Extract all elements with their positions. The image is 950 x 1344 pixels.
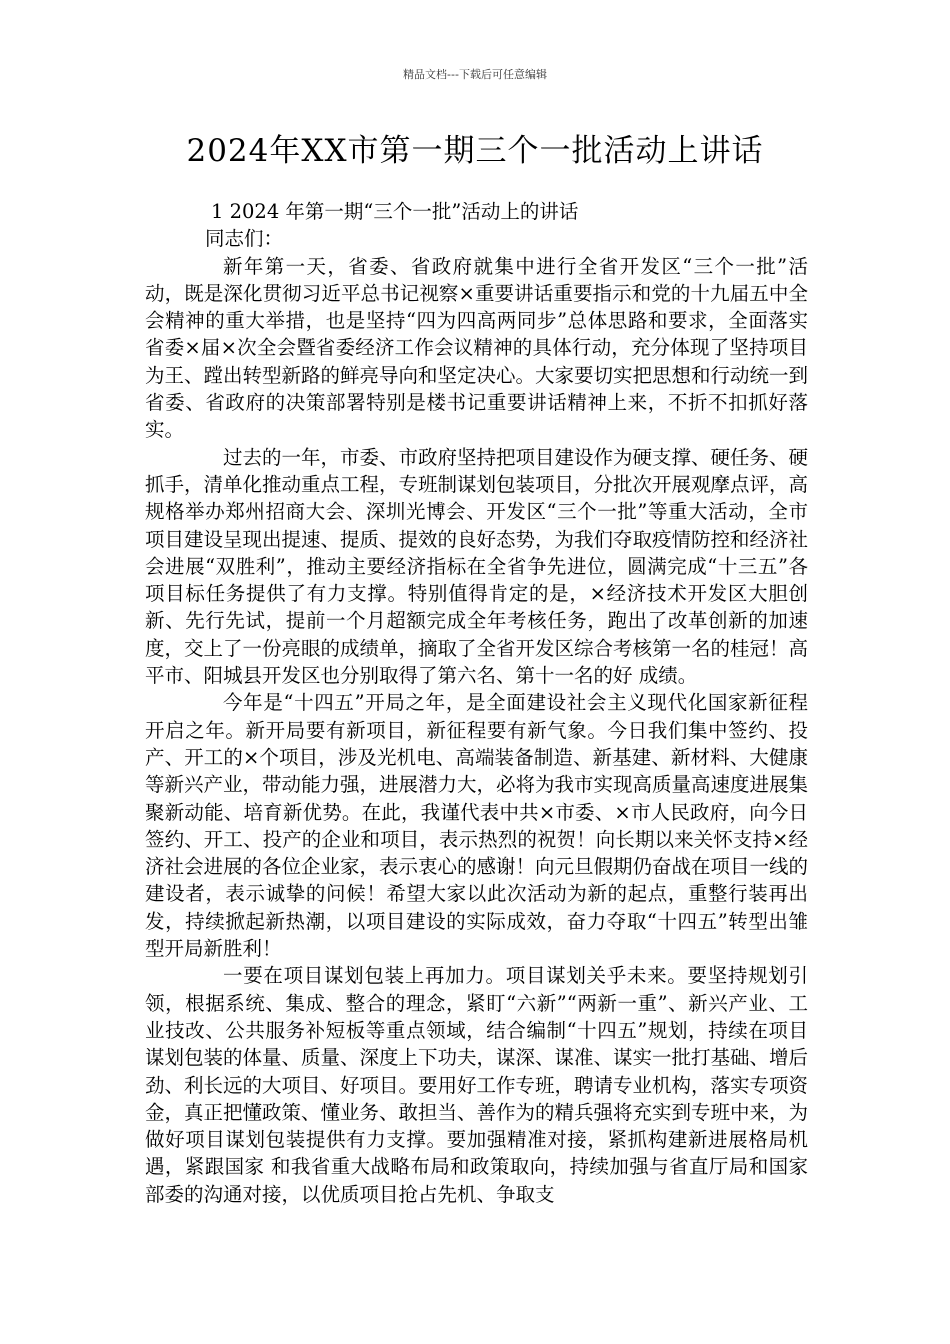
paragraph-this-year: 今年是“十四五”开局之年，是全面建设社会主义现代化国家新征程开启之年。新开局要有新项目，新征程要有新气象。今日我们集中签约、投产、开工的×个项目，涉及光机电、高端装备制造、新基建、新材料、大健康等新兴产业，带动能力强，进展潜力大，必将为我市实现高质量高速度进展集聚新动能、培育新优势。在此，我谨代表中共×市委、×市人民政府，向今日签约、开工、投产的企业和项目，表示热烈的祝贺！向长期以来关怀支持×经济社会进展的各位企业家，表示衷心的感谢！向元旦假期仍奋战在项目一线的建设者，表示诚挚的问候！希望大家以此次活动为新的起点，重整行装再出发，持续掀起新热潮，以项目建设的实际成效，奋力夺取“十四五”转型出雏型开局新胜利！	[145, 691, 809, 961]
document-body	[145, 198, 808, 1208]
salutation: 同志们：	[205, 227, 284, 251]
speech-subtitle: 1 2024 年第一期“三个一批”活动上的讲话	[211, 200, 579, 223]
paragraph-opening: 新年第一天，省委、省政府就集中进行全省开发区“三个一批”活动，既是深化贯彻习近平总书记视察×重要讲话重要指示和党的十九届五中全会精神的重大举措，也是坚持“四为四高两同步”总体思路和要求，全面落实省委×届×次全会暨省委经济工作会议精神的具体行动，充分体现了坚持项目为王、蹚出转型新路的鲜亮导向和坚定决心。大家要切实把思想和行动统一到省委、省政府的决策部署特别是楼书记重要讲话精神上来，不折不扣抓好落实。	[145, 254, 809, 442]
paragraph-project-planning: 一要在项目谋划包装上再加力。项目谋划关乎未来。要坚持规划引领，根据系统、集成、整合的理念，紧盯“六新”“两新一重”、新兴产业、工业技改、公共服务补短板等重点领域，结合编制“十四五”规划，持续在项目谋划包装的体量、质量、深度上下功夫，谋深、谋准、谋实一批打基础、增后劲、利长远的大项目、好项目。要用好工作专班，聘请专业机构，落实专项资金，真正把懂政策、懂业务、敢担当、善作为的精兵强将充实到专班中来，为做好项目谋划包装提供有力支撑。要加强精准对接，紧抓构建新进展格局机遇，紧跟国家 和我省重大战略布局和政策取向，持续加强与省直厅局和国家部委的沟通对接，以优质项目抢占先机、争取支	[145, 964, 809, 1206]
paragraph-past-year: 过去的一年，市委、市政府坚持把项目建设作为硬支撑、硬任务、硬抓手，清单化推动重点工程，专班制谋划包装项目，分批次开展观摩点评，高规格举办郑州招商大会、深圳光博会、开发区“三个一批”等重大活动，全市项目建设呈现出提速、提质、提效的良好态势，为我们夺取疫情防控和经济社会进展“双胜利”，推动主要经济指标在全省争先进位，圆满完成“十三五”各项目标任务提供了有力支撑。特别值得肯定的是，×经济技术开发区大胆创新、先行先试，提前一个月超额完成全年考核任务，跑出了改革创新的加速度，交上了一份亮眼的成绩单，摘取了全省开发区综合考核第一名的桂冠！高平市、阳城县开发区也分别取得了第六名、第十一名的好 成绩。	[145, 445, 809, 688]
document-title: 2024年XX市第一期三个一批活动上讲话	[186, 133, 764, 169]
document-header-note: 精品文档---下载后可任意编辑	[403, 68, 547, 81]
